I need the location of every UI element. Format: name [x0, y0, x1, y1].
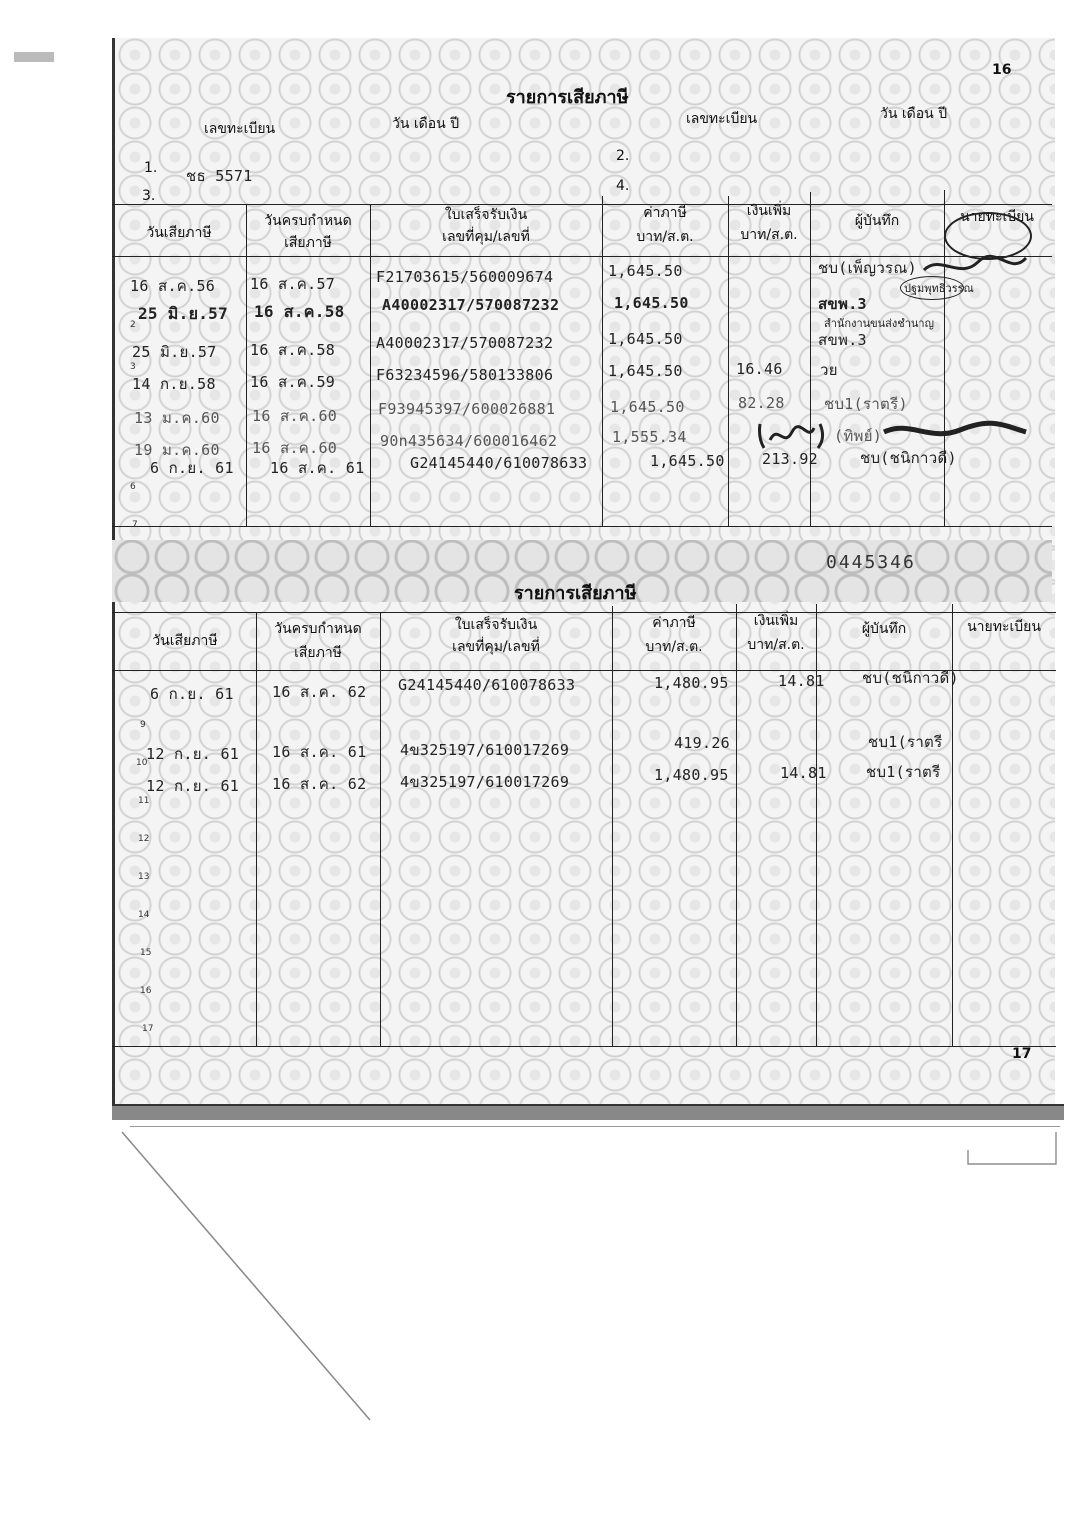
bottom-table-line	[612, 606, 613, 1046]
scan-edge-line	[130, 1126, 1060, 1127]
bottom-section-title: รายการเสียภาษี	[514, 583, 637, 604]
bottom-table-line	[736, 604, 737, 1046]
entry-1-number: 1.	[144, 160, 158, 176]
bottom-row-1-fine: 14.81	[778, 672, 825, 690]
top-row-1-tax: 1,645.50	[608, 262, 683, 280]
top-row-3-receipt: A40002317/570087232	[376, 334, 554, 352]
bottom-row-3-recorder: ชบ1(ราตรี	[866, 763, 941, 781]
top-row-4-fine: 16.46	[736, 360, 783, 378]
middle-band-number: 0445346	[826, 552, 916, 573]
bottom-row-number: 12	[138, 834, 150, 844]
top-row-2-tax: 1,645.50	[614, 294, 689, 312]
top-row-7-receipt: G24145440/610078633	[410, 454, 588, 472]
top-table-line	[112, 204, 1052, 205]
paper-fold-line-icon	[120, 1130, 380, 1430]
top-row-1-receipt: F21703615/560009674	[376, 268, 554, 286]
header-registrar: นายทะเบียน	[960, 209, 1034, 225]
bottom-row-number: 10	[136, 758, 148, 768]
bottom-header-due-date-2: เสียภาษี	[294, 645, 342, 661]
top-row-7-due: 16 ส.ค. 61	[270, 459, 365, 477]
header-due-date-1: วันครบกำหนด	[264, 213, 352, 229]
bottom-row-3-tax-date: 12 ก.ย. 61	[146, 777, 240, 795]
top-row-5-tax-date: 13 ม.ค.60	[134, 409, 220, 427]
top-row-4-receipt: F63234596/580133806	[376, 366, 554, 384]
bottom-row-1-tax-date: 6 ก.ย. 61	[150, 685, 234, 703]
page-number-top: 16	[992, 62, 1012, 78]
header-recorder: ผู้บันทึก	[854, 213, 900, 229]
header-due-date-2: เสียภาษี	[284, 235, 332, 251]
signature-stroke-icon	[880, 418, 1030, 444]
bottom-row-number: 11	[138, 796, 150, 806]
header-fine-2: บาท/ส.ต.	[740, 227, 798, 243]
top-row-5-due: 16 ส.ค.60	[252, 407, 338, 425]
bottom-row-number: 9	[140, 720, 146, 730]
top-row-3-tax: 1,645.50	[608, 330, 683, 348]
bottom-header-fine-1: เงินเพิ่ม	[753, 613, 799, 629]
entry-1-plate: ชธ 5571	[186, 167, 253, 185]
top-row-6-receipt: 90n435634/600016462	[380, 432, 558, 450]
bottom-row-2-due: 16 ส.ค. 61	[272, 743, 367, 761]
stamp-line-1: สำนักงานขนส่งชำนาญ	[824, 317, 934, 330]
date-label-left: วัน เดือน ปี	[392, 116, 460, 132]
top-row-number: 3	[130, 362, 136, 372]
top-row-2-recorder: สขพ.3	[818, 295, 867, 313]
top-row-4-due: 16 ส.ค.59	[250, 373, 336, 391]
top-row-5-fine: 82.28	[738, 394, 785, 412]
entry-2-number: 2.	[616, 148, 630, 164]
top-row-1-due: 16 ส.ค.57	[250, 275, 336, 293]
top-section-title: รายการเสียภาษี	[506, 87, 629, 108]
header-fine-1: เงินเพิ่ม	[746, 203, 792, 219]
top-table-line	[602, 196, 603, 526]
top-row-1-tax-date: 16 ส.ค.56	[130, 277, 216, 295]
top-row-2-due: 16 ส.ค.58	[254, 302, 345, 321]
top-row-3-tax-date: 25 มิ.ย.57	[132, 343, 217, 361]
top-row-6-tax: 1,555.34	[612, 428, 687, 446]
bottom-row-number: 14	[138, 910, 150, 920]
bottom-header-due-date-1: วันครบกำหนด	[274, 621, 362, 637]
top-row-number: 2	[130, 320, 136, 330]
bottom-header-tax-1: ค่าภาษี	[652, 615, 696, 631]
bottom-table-line	[380, 612, 381, 1046]
bottom-row-3-fine: 14.81	[780, 764, 827, 782]
bottom-header-tax-date: วันเสียภาษี	[152, 633, 218, 649]
header-tax-1: ค่าภาษี	[643, 205, 687, 221]
bottom-row-1-tax: 1,480.95	[654, 674, 729, 692]
header-receipt-2: เลขที่คุม/เลขที่	[442, 229, 530, 245]
reg-label-right: เลขทะเบียน	[686, 111, 758, 127]
top-row-3-due: 16 ส.ค.58	[250, 341, 336, 359]
entry-4-number: 4.	[616, 178, 630, 194]
date-label-right: วัน เดือน ปี	[880, 106, 948, 122]
top-row-number: 7	[132, 520, 138, 530]
bottom-row-number: 13	[138, 872, 150, 882]
bottom-header-tax-2: บาท/ส.ต.	[645, 639, 703, 655]
header-receipt-1: ใบเสร็จรับเงิน	[444, 207, 528, 223]
top-table-line	[810, 192, 811, 526]
bottom-header-receipt-2: เลขที่คุม/เลขที่	[452, 639, 540, 655]
reg-label-left: เลขทะเบียน	[204, 121, 276, 137]
bottom-row-3-tax: 1,480.95	[654, 766, 729, 784]
top-row-number: 6	[130, 482, 136, 492]
sheet-bottom-edge	[112, 1104, 1064, 1120]
bottom-row-number: 15	[140, 948, 152, 958]
bottom-row-2-receipt: 4ข325197/610017269	[400, 741, 570, 759]
top-row-5-receipt: F93945397/600026881	[378, 400, 556, 418]
top-row-4-recorder: วย	[820, 361, 838, 379]
bottom-row-2-recorder: ชบ1(ราตรี	[868, 733, 943, 751]
top-row-4-tax-date: 14 ก.ย.58	[132, 375, 216, 393]
page-number-bottom: 17	[1012, 1046, 1032, 1062]
bottom-header-fine-2: บาท/ส.ต.	[747, 637, 805, 653]
bottom-table-line	[112, 1046, 1056, 1047]
top-row-4-tax: 1,645.50	[608, 362, 683, 380]
bottom-row-number: 17	[142, 1024, 154, 1034]
top-row-6-recorder: (ทิพย์)	[834, 427, 883, 445]
paper-corner-edge-icon	[960, 1130, 1070, 1180]
bottom-row-1-receipt: G24145440/610078633	[398, 676, 576, 694]
bottom-table-line	[816, 604, 817, 1046]
bottom-row-1-due: 16 ส.ค. 62	[272, 683, 367, 701]
bottom-row-number: 16	[140, 986, 152, 996]
header-tax-date: วันเสียภาษี	[146, 225, 212, 241]
top-row-6-due: 16 ส.ค.60	[252, 439, 338, 457]
top-table-line	[370, 204, 371, 526]
bottom-row-3-receipt: 4ข325197/610017269	[400, 773, 570, 791]
bottom-table-line	[112, 612, 1056, 613]
top-row-7-tax: 1,645.50	[650, 452, 725, 470]
handwritten-signature-icon	[756, 418, 828, 452]
bottom-row-2-tax: 419.26	[674, 734, 730, 752]
top-row-6-tax-date: 19 ม.ค.60	[134, 441, 220, 459]
top-row-7-fine: 213.92	[762, 450, 818, 468]
scan-smudge	[14, 52, 54, 62]
top-table-line	[246, 204, 247, 526]
bottom-row-1-recorder: ชบ(ชนิกาวดี)	[862, 669, 959, 687]
top-row-5-tax: 1,645.50	[610, 398, 685, 416]
top-row-5-recorder: ชบ1(ราตรี)	[824, 395, 908, 413]
bottom-header-recorder: ผู้บันทึก	[861, 621, 907, 637]
bottom-table-line	[256, 612, 257, 1046]
bottom-header-receipt-1: ใบเสร็จรับเงิน	[454, 617, 538, 633]
bottom-header-registrar: นายทะเบียน	[967, 619, 1041, 635]
stamp-line-2: ปฐมพุทธิวรรณ	[904, 282, 974, 295]
top-row-7-recorder: ชบ(ชนิกาวดี)	[860, 449, 957, 467]
top-row-7-tax-date: 6 ก.ย. 61	[150, 459, 234, 477]
top-table-line	[728, 196, 729, 526]
top-table-line	[112, 526, 1052, 527]
top-row-3-recorder: สขพ.3	[818, 331, 867, 349]
bottom-row-2-tax-date: 12 ก.ย. 61	[146, 745, 240, 763]
bottom-row-3-due: 16 ส.ค. 62	[272, 775, 367, 793]
header-tax-2: บาท/ส.ต.	[636, 229, 694, 245]
top-row-2-receipt: A40002317/570087232	[382, 296, 560, 314]
top-row-1-recorder: ชบ(เพ็ญวรณ)	[818, 259, 917, 277]
entry-3-number: 3.	[142, 188, 156, 204]
top-row-2-tax-date: 25 มิ.ย.57	[138, 304, 229, 323]
